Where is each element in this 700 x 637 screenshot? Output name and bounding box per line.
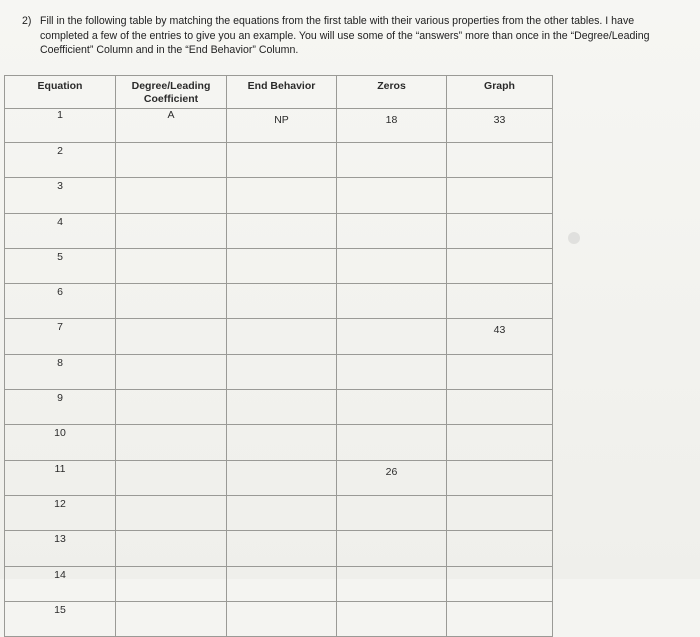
equation-cell: 1 [5,109,116,143]
end-behavior-cell[interactable] [227,319,337,354]
degree-cell[interactable] [116,531,227,566]
instructions [22,14,694,58]
degree-cell[interactable] [116,566,227,601]
equation-cell: 14 [5,566,116,601]
header-row [5,76,553,109]
zeros-cell[interactable] [337,601,447,636]
equation-cell: 11 [5,460,116,495]
degree-cell[interactable] [116,601,227,636]
graph-cell[interactable] [447,178,553,213]
graph-cell[interactable]: 33 [447,109,553,143]
graph-cell[interactable] [447,248,553,283]
end-behavior-cell[interactable] [227,566,337,601]
zeros-cell[interactable] [337,213,447,248]
graph-cell[interactable] [447,531,553,566]
zeros-cell[interactable] [337,248,447,283]
equation-cell: 15 [5,601,116,636]
degree-cell[interactable]: A [116,109,227,143]
table-row [5,143,553,178]
header-zeros: Zeros [337,76,447,109]
zeros-cell[interactable] [337,425,447,460]
graph-cell[interactable] [447,566,553,601]
end-behavior-cell[interactable] [227,495,337,530]
degree-cell[interactable] [116,495,227,530]
table-row [5,601,553,636]
zeros-cell[interactable] [337,566,447,601]
degree-cell[interactable] [116,390,227,425]
table-row [5,178,553,213]
end-behavior-cell[interactable] [227,425,337,460]
equation-cell: 4 [5,213,116,248]
end-behavior-cell[interactable] [227,213,337,248]
instructions-line-2: completed a few of the entries to give you an example. You will use some of the “answers” more than once in the “Degree/Leading [40,29,650,42]
end-behavior-cell[interactable] [227,178,337,213]
end-behavior-cell[interactable] [227,143,337,178]
zeros-cell[interactable]: 26 [337,460,447,495]
table-row [5,531,553,566]
end-behavior-cell[interactable]: NP [227,109,337,143]
table-row [5,319,553,354]
table-row [5,213,553,248]
answer-table [4,75,553,637]
end-behavior-cell[interactable] [227,601,337,636]
table-row [5,109,553,143]
degree-cell[interactable] [116,319,227,354]
header-end-behavior: End Behavior [227,76,337,109]
graph-cell[interactable] [447,213,553,248]
zeros-cell[interactable] [337,319,447,354]
end-behavior-cell[interactable] [227,354,337,389]
equation-cell: 10 [5,425,116,460]
graph-cell[interactable] [447,390,553,425]
degree-cell[interactable] [116,143,227,178]
zeros-cell[interactable] [337,178,447,213]
table-row [5,354,553,389]
zeros-cell[interactable] [337,390,447,425]
end-behavior-cell[interactable] [227,390,337,425]
equation-cell: 3 [5,178,116,213]
graph-cell[interactable] [447,601,553,636]
header-equation: Equation [5,76,116,109]
equation-cell: 7 [5,319,116,354]
zeros-cell[interactable] [337,531,447,566]
table-row [5,495,553,530]
graph-cell[interactable] [447,495,553,530]
graph-cell[interactable] [447,284,553,319]
equation-cell: 6 [5,284,116,319]
table-row [5,425,553,460]
equation-cell: 9 [5,390,116,425]
table-row [5,248,553,283]
table-row [5,284,553,319]
equation-cell: 5 [5,248,116,283]
zeros-cell[interactable] [337,354,447,389]
end-behavior-cell[interactable] [227,531,337,566]
zeros-cell[interactable] [337,495,447,530]
zeros-cell[interactable] [337,143,447,178]
degree-cell[interactable] [116,284,227,319]
graph-cell[interactable] [447,354,553,389]
graph-cell[interactable]: 43 [447,319,553,354]
end-behavior-cell[interactable] [227,284,337,319]
degree-cell[interactable] [116,178,227,213]
header-degree: Degree/Leading Coefficient [116,76,227,109]
equation-cell: 8 [5,354,116,389]
degree-cell[interactable] [116,460,227,495]
graph-cell[interactable] [447,143,553,178]
table-row [5,566,553,601]
graph-cell[interactable] [447,425,553,460]
equation-cell: 12 [5,495,116,530]
end-behavior-cell[interactable] [227,460,337,495]
question-number: 2) [22,15,32,27]
degree-cell[interactable] [116,248,227,283]
instructions-line-3: Coefficient” Column and in the “End Behavior” Column. [40,44,299,56]
equation-cell: 13 [5,531,116,566]
header-graph: Graph [447,76,553,109]
table-row [5,390,553,425]
degree-cell[interactable] [116,354,227,389]
end-behavior-cell[interactable] [227,248,337,283]
zeros-cell[interactable] [337,284,447,319]
shadow-blemish [568,232,580,244]
graph-cell[interactable] [447,460,553,495]
degree-cell[interactable] [116,425,227,460]
equation-cell: 2 [5,143,116,178]
degree-cell[interactable] [116,213,227,248]
table-row [5,460,553,495]
instructions-line-1: 2) Fill in the following table by matching the equations from the first table with their various properties from the other tables. I have [22,15,635,27]
zeros-cell[interactable]: 18 [337,109,447,143]
